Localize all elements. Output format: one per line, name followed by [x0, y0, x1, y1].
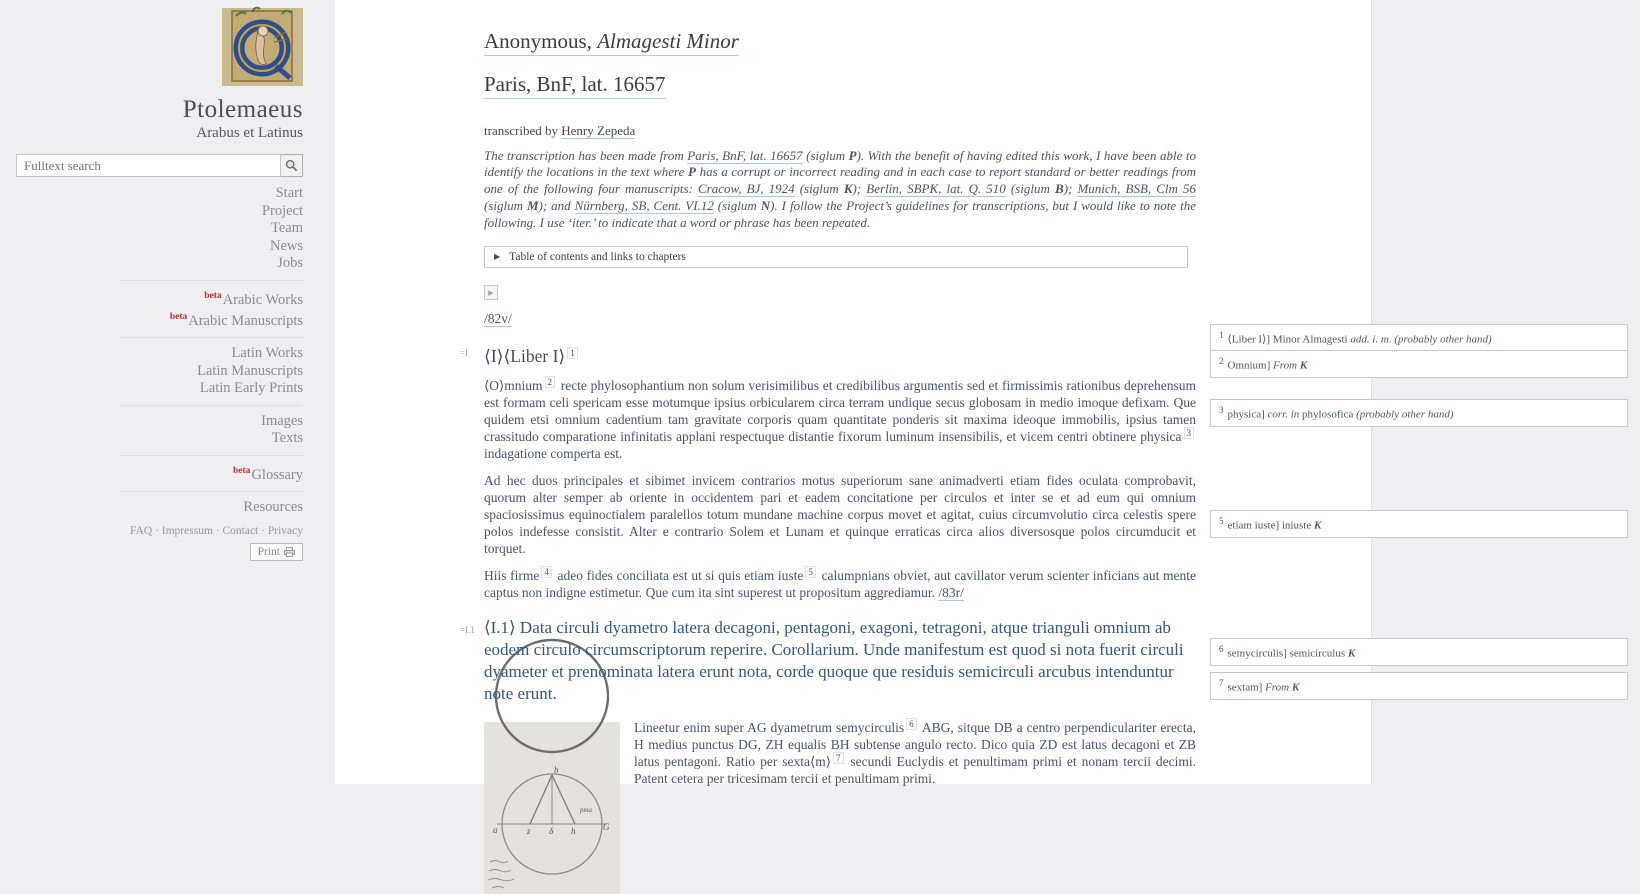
italic-text: From [1273, 359, 1300, 372]
note-number: 1 [1219, 330, 1224, 340]
footer-link-privacy[interactable]: Privacy [267, 525, 303, 538]
liber-heading [460, 346, 1196, 367]
print-icon [284, 547, 295, 557]
sidebar-item-team[interactable]: Team [271, 220, 303, 236]
nav-separator [120, 337, 303, 338]
apparatus-note-6[interactable]: $^6$ semycirculis] semicirculus K [1210, 638, 1628, 666]
sidebar-item-project[interactable]: Project [261, 202, 303, 219]
siglum: P [687, 164, 696, 180]
toc-toggle[interactable] [484, 246, 1188, 268]
siglum: K [1291, 681, 1300, 694]
inline-link[interactable]: Nürnberg, SB, Cent. VI.12 [574, 197, 714, 213]
footnote-ref[interactable]: 3 [1184, 427, 1195, 439]
site-title[interactable]: Ptolemaeus [182, 96, 303, 123]
sidebar-item-latin-early-prints[interactable]: Latin Early Prints [199, 380, 303, 397]
note-number: 6 [1219, 644, 1224, 654]
figure-label-z: z [527, 826, 531, 837]
sidebar-item-resources[interactable]: Resources [243, 498, 303, 515]
sidebar-item-start[interactable]: Start [275, 185, 303, 201]
sidebar-item-images[interactable]: Images [261, 412, 303, 429]
footnote-ref[interactable]: 5 [805, 566, 816, 578]
beta-badge: beta [169, 311, 188, 322]
apparatus-note-3[interactable]: $^3$ physica] corr. in phylosofica (probably other hand) [1210, 399, 1628, 427]
nav-separator [120, 491, 303, 492]
sidebar-item-arabic-works[interactable]: $^{beta}$Arabic Works [204, 290, 303, 308]
sidebar-item-jobs[interactable]: Jobs [277, 255, 303, 271]
search-input[interactable] [16, 154, 281, 177]
byline-prefix: transcribed by [484, 122, 562, 138]
sidebar-nav [0, 184, 335, 517]
inline-link[interactable]: Munich, BSB, Clm 56 [1077, 181, 1197, 197]
figure-label-h: h [571, 826, 576, 837]
italic-text: Almagesti Minor [597, 29, 739, 53]
note-number: 3 [1219, 405, 1224, 415]
apparatus-note-5[interactable]: $^5$ etiam iuste] iniuste K [1210, 510, 1628, 538]
beta-badge: beta [204, 290, 222, 301]
sidebar-item-latin-works[interactable]: Latin Works [231, 345, 303, 362]
paragraph-lineetur: Lineetur enim super AG dyametrum semycirculis $^6$ ABG, sitque DB a centro perpendiculariter erecta, H medius punctus DG, ZH equalis BH subtense angulo recto. Dico quia ZD est latus decagoni et ZB latus pentagoni. Ratio per sexta⟨m⟩ $^7$ secundi Euclydis et penultimam primi et nonam tercii decimi. Patent cetera per tricesimam tercii et penultimam primi. [634, 718, 1196, 787]
site-subtitle: Arabus et Latinus [196, 125, 303, 141]
figure-label-b: b [554, 765, 559, 776]
siglum: B [1055, 181, 1064, 197]
footnote-ref[interactable]: 7 [833, 752, 844, 764]
sidebar-item-texts[interactable]: Texts [271, 430, 303, 447]
expand-arrow-icon: ▶ [488, 288, 494, 297]
paragraph-anchor-liber[interactable]: =I [460, 348, 469, 359]
figure-label-d: δ [549, 826, 554, 837]
paragraph-omnium: ⟨O⟩mnium $^2$ recte phylosophantium non solum verisimilibus et credibilibus argumentis sed et firmissimis rationibus deprehensum est formam celi spericam esse motumque ipsius orbicularem circa terram undique secus globosam in medio imoque defixam. Que quidem etsi omnium cadentium tam gravitate corporis quam quantitate ponderis sit maxima ideoque immobilis, ipsius tamen crassitudo comparatione infinitatis applani respectuque distantie fixorum luminum insensibilis, et vicem centri obtinere physica $^3$ indagatione comperta est. [484, 376, 1196, 462]
toc-arrow-icon: ▶ [494, 252, 501, 262]
footer-link-contact[interactable]: Contact [222, 525, 259, 538]
chapter-heading-i1 [460, 617, 1196, 705]
manuscript-title-link[interactable]: Paris, BnF, lat. 16657 [484, 72, 666, 99]
liber-heading-text: ⟨I⟩⟨Liber I⟩ $^1$ [484, 346, 580, 366]
note-number: 5 [1219, 516, 1224, 526]
chapter-heading-text: ⟨I.1⟩ Data circuli dyametro latera decagoni, pentagoni, exagoni, tetragoni, atque trianguli omnium ab eodem circulo circumscriptorum reperire. Corollarium. Unde manifestum est quod si nota fuerit circuli dyameter et prenominata latera erunt nota, corde quoque que residuis semicirculi arcubus intenduntur note erunt. [484, 618, 1184, 704]
siglum: K [1313, 519, 1322, 532]
inline-link[interactable]: Berlin, SBPK, lat. Q. 510 [866, 181, 1006, 197]
note-number: 2 [1219, 356, 1224, 366]
sidebar-item-arabic-manuscripts[interactable]: $^{beta}$Arabic Manuscripts [169, 311, 303, 329]
paragraph-anchor-i1[interactable]: =I.1 [460, 625, 475, 636]
sidebar-item-latin-manuscripts[interactable]: Latin Manuscripts [197, 362, 303, 379]
apparatus-note-1[interactable]: $^1$ ⟨Liber I⟩] Minor Almagesti add. i. m. (probably other hand) [1210, 324, 1628, 352]
beta-badge: beta [233, 465, 251, 476]
sidebar-footer-links: FAQ · Impressum · Contact · Privacy [130, 525, 303, 538]
paragraph-hiis-firme: Hiis firme $^4$ adeo fides conciliata est ut si quis etiam iuste $^5$ calumpnians obviet, aut cavillator verum scienter inficians aut mente captus non indigne estimetur. Que cum ita sint superest ut propositum aggrediamur. /83r/ [484, 566, 1196, 601]
main-content [335, 0, 1372, 837]
search-icon [285, 159, 298, 172]
note-number: 7 [1219, 678, 1224, 688]
nav-separator [120, 405, 303, 406]
inline-link[interactable]: Paris, BnF, lat. 16657 [687, 147, 803, 163]
siglum: K [1299, 359, 1308, 372]
inline-link[interactable]: Cracow, BJ, 1924 [698, 181, 795, 197]
italic-text: corr. in [1267, 408, 1303, 421]
folio-link-82v[interactable]: /82v/ [484, 311, 512, 327]
nav-separator [120, 280, 303, 281]
inline-link[interactable]: /83r/ [938, 585, 964, 601]
nav-separator [120, 455, 303, 456]
toc-label: Table of contents and links to chapters [509, 251, 686, 264]
site-logo-image[interactable] [222, 8, 303, 86]
print-label: Print [257, 546, 280, 559]
footnote-ref[interactable]: 1 [567, 347, 578, 359]
print-button[interactable] [250, 543, 303, 561]
figure-label-g: G [603, 822, 610, 833]
paragraph-ad-hec: Ad hec duos principales et sibimet invicem contrarios motus superiorum sane animadverti etiam fides oculata comprobavit, quorum alter semper ab oriente in occidentem pari et eadem concitatione per circulos et inter se et ad eum qui omnium spaciosissimus equinoctialem paralellos totum mundane machine corpus movet et agitat, cuius circumvolutio circa celestis spere polos indefesse consistit. Alter e contrario Solem et Lunam et quinque erraticas circa alios diversosque polos circumducit et torquet. [484, 473, 1196, 557]
byline [484, 123, 1196, 139]
search-bar [16, 154, 303, 177]
sidebar-item-news[interactable]: News [269, 237, 303, 254]
siglum: M [526, 197, 539, 213]
italic-text: From [1265, 681, 1292, 694]
siglum: P [848, 147, 857, 163]
transcriber-link[interactable]: Henry Zepeda [561, 122, 636, 138]
apparatus-note-2[interactable]: $^2$ Omnium] From K [1210, 350, 1628, 378]
footnote-ref[interactable]: 2 [545, 376, 556, 388]
sidebar-item-glossary[interactable]: $^{beta}$Glossary [233, 465, 303, 483]
siglum: K [843, 181, 853, 197]
italic-text: (probably other hand) [1356, 408, 1454, 421]
figure-label-pma: pma [580, 806, 593, 815]
transcription-note: The transcription has been made from Paris, BnF, lat. 16657 (siglum P). With the benefit of having edited this work, I have been able to identify the locations in the text where P has a corrupt or incorrect reading and in each case to report standard or better readings from one of the following four manuscripts: Cracow, BJ, 1924 (siglum K); Berlin, SBPK, lat. Q. 510 (siglum B); Munich, BSB, Clm 56 (siglum M); and Nürnberg, SB, Cent. VI.12 (siglum N). I follow the Project’s guidelines for transcriptions, but I would like to note the following. I use ‘iter.’ to indicate that a word or phrase has been repeated. [484, 147, 1197, 230]
siglum: N [760, 197, 771, 213]
siglum: K [1347, 647, 1356, 660]
figure-label-a: a [493, 825, 498, 836]
italic-text: add. i. m. (probably other hand) [1350, 333, 1492, 346]
footnote-ref[interactable]: 6 [906, 718, 917, 730]
expand-button[interactable] [484, 285, 498, 300]
footer-link-impressum[interactable]: Impressum [161, 525, 213, 538]
apparatus-note-7[interactable]: $^7$ sextam] From K [1210, 672, 1628, 700]
search-button[interactable] [281, 154, 303, 177]
footer-link-faq[interactable]: FAQ [130, 525, 153, 538]
manuscript-diagram-image[interactable] [484, 722, 620, 894]
work-title-link[interactable]: Anonymous, Almagesti Minor [484, 29, 739, 56]
sidebar [0, 0, 335, 784]
footnote-ref[interactable]: 4 [541, 566, 552, 578]
